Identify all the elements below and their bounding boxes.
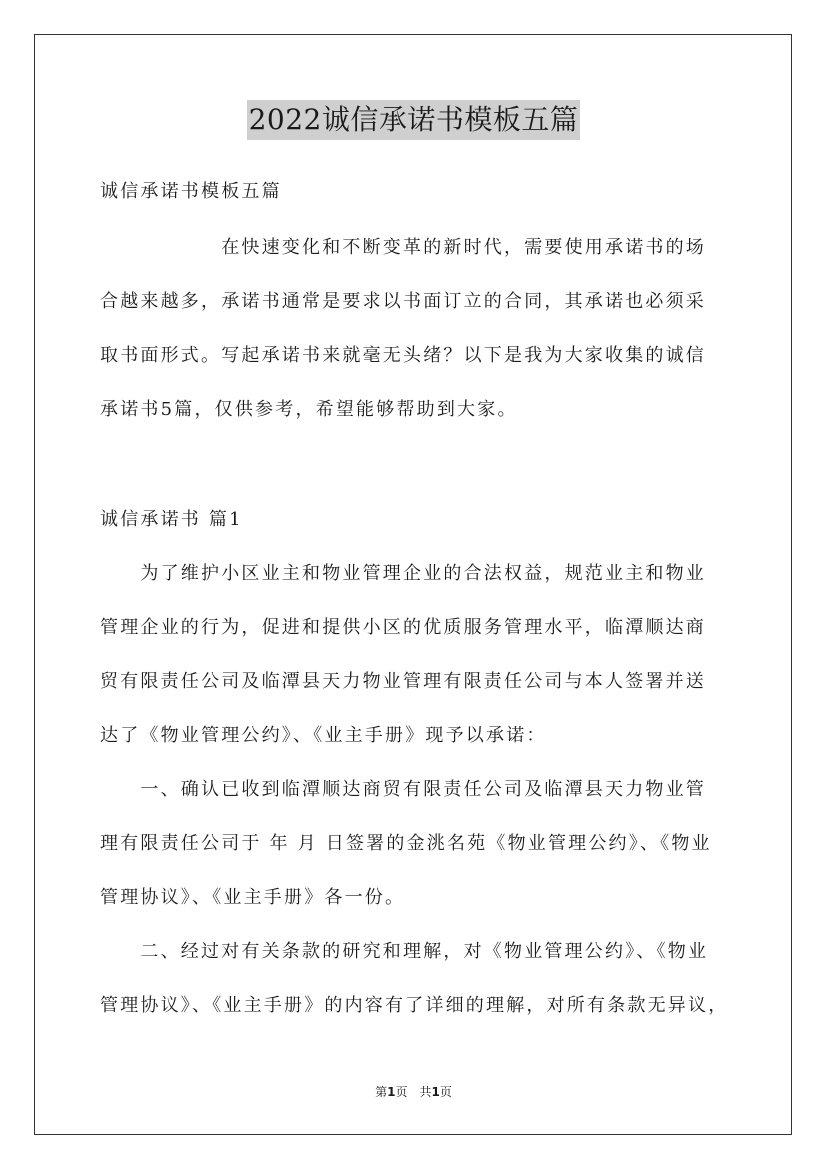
- paragraph-line: 取书面形式。写起承诺书来就毫无头绪？以下是我为大家收集的诚信: [100, 345, 706, 366]
- section-heading: 诚信承诺书模板五篇: [100, 181, 282, 202]
- paragraph-line: 二、经过对有关条款的研究和理解，对《物业管理公约》、《物业: [100, 941, 709, 962]
- section-heading: 诚信承诺书 篇1: [100, 509, 243, 530]
- page-suffix: 页: [439, 1085, 452, 1099]
- paragraph-line: 在快速变化和不断变革的新时代，需要使用承诺书的场: [100, 237, 706, 258]
- page-footer: [0, 1084, 827, 1100]
- paragraph-line: 贸有限责任公司及临潭县天力物业管理有限责任公司与本人签署并送: [100, 671, 706, 692]
- paragraph-line: 一、确认已收到临潭顺达商贸有限责任公司及临潭县天力物业管: [100, 779, 706, 800]
- page-current: 1: [387, 1085, 396, 1099]
- paragraph-line: 管理企业的行为，促进和提供小区的优质服务管理水平，临潭顺达商: [100, 617, 706, 638]
- paragraph-line: 理有限责任公司于 年 月 日签署的金洮名苑《物业管理公约》、《物业: [100, 833, 712, 854]
- page-total: 1: [431, 1085, 440, 1099]
- paragraph-line: 为了维护小区业主和物业管理企业的合法权益，规范业主和物业: [100, 563, 706, 584]
- title-container: [0, 100, 827, 140]
- document-title: 2022诚信承诺书模板五篇: [247, 100, 581, 140]
- paragraph-line: 管理协议》、《业主手册》的内容有了详细的理解，对所有条款无异议，: [100, 995, 729, 1016]
- paragraph-line: 合越来越多，承诺书通常是要求以书面订立的合同，其承诺也必须采: [100, 291, 706, 312]
- paragraph-line: 承诺书5篇，仅供参考，希望能够帮助到大家。: [100, 399, 518, 420]
- paragraph-line: 达了《物业管理公约》、《业主手册》现予以承诺：: [100, 725, 547, 746]
- page-prefix: 第: [375, 1085, 388, 1099]
- paragraph-line: 管理协议》、《业主手册》各一份。: [100, 887, 406, 908]
- page-mid: 页 共: [395, 1085, 432, 1099]
